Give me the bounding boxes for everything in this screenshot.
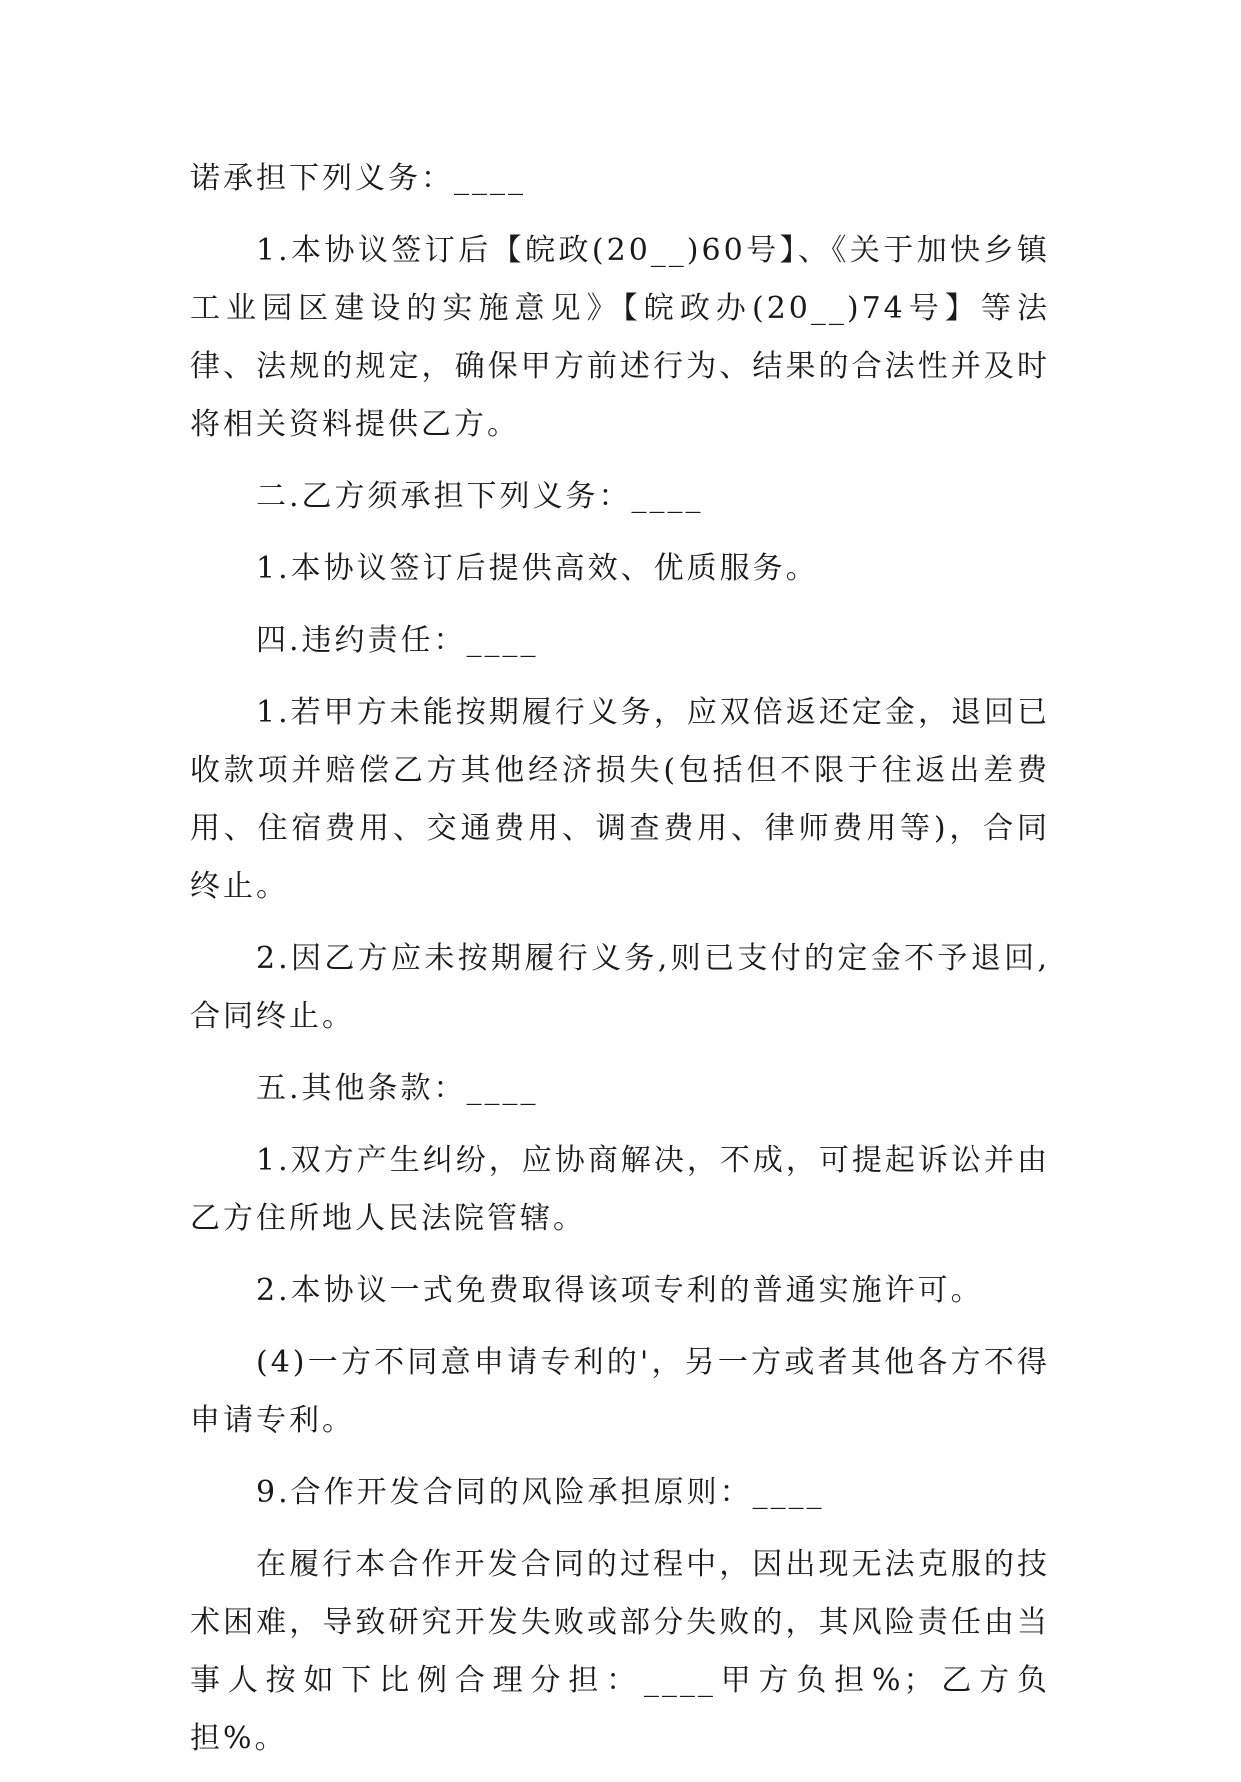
heading-risk-principle: 9.合作开发合同的风险承担原则：____ bbox=[256, 1475, 825, 1510]
paragraph-obligations-continued: 诺承担下列义务：____ bbox=[190, 161, 526, 196]
paragraph-breach-1: 1.若甲方未能按期履行义务，应双倍返还定金，退回已收款项并赔偿乙方其他经济损失(包括但不限于往返出差费用、住宿费用、交通费用、调查费用、律师费用等)，合同终止。 bbox=[190, 695, 1050, 904]
paragraph-other-terms-2: 2.本协议一式免费取得该项专利的普通实施许可。 bbox=[256, 1273, 984, 1308]
heading-other-terms: 五.其他条款：____ bbox=[256, 1071, 539, 1106]
paragraph-other-terms-1: 1.双方产生纠纷，应协商解决，不成，可提起诉讼并由乙方住所地人民法院管辖。 bbox=[190, 1143, 1050, 1236]
paragraph-risk-sharing: 在履行本合作开发合同的过程中，因出现无法克服的技术困难，导致研究开发失败或部分失败的，其风险责任由当事人按如下比例合理分担：____甲方负担%；乙方负担%。 bbox=[190, 1547, 1050, 1756]
heading-breach-liability: 四.违约责任：____ bbox=[256, 623, 539, 658]
heading-party-b-obligations: 二.乙方须承担下列义务：____ bbox=[256, 479, 704, 514]
paragraph-patent-clause: (4)一方不同意申请专利的'，另一方或者其他各方不得申请专利。 bbox=[190, 1345, 1050, 1438]
paragraph-breach-2: 2.因乙方应未按期履行义务,则已支付的定金不予退回,合同终止。 bbox=[190, 941, 1050, 1034]
paragraph-party-b-obligation-1: 1.本协议签订后提供高效、优质服务。 bbox=[256, 551, 819, 586]
document-body bbox=[190, 150, 1050, 1782]
paragraph-party-a-obligation-1: 1.本协议签订后【皖政(20__)60号】、《关于加快乡镇工业园区建设的实施意见》【皖政办(20__)74号】等法律、法规的规定，确保甲方前述行为、结果的合法性并及时将相关资料提供乙方。 bbox=[190, 233, 1050, 442]
